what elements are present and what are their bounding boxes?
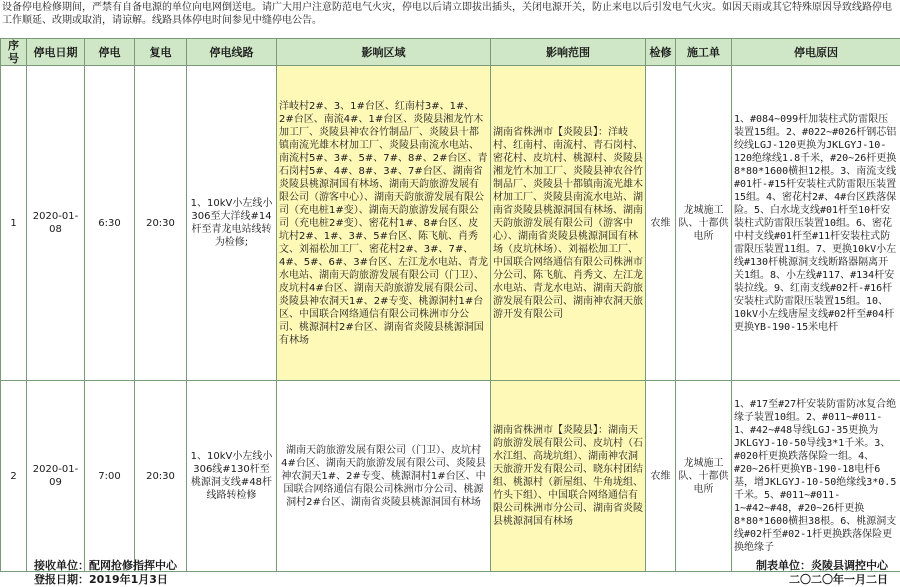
row-type: 农维 [646,66,676,381]
header-area: 影响区域 [277,39,491,66]
row-no: 2 [1,381,27,572]
row-area: 湖南天韵旅游发展有限公司（门卫）、皮坑村4#台区、湖南天韵旅游发展有限公司、炎陵县神农洞天1#、2#专变、桃源洞村1#台区、中国联合网络通信有限公司株洲市分公司、桃源洞村2#台区、湖南省炎陵县桃源洞国有林场 [277,381,491,572]
row-area: 洋岐村2#、3、1#台区、红南村3#、1#、2#台区、南流4#、1#台区、炎陵县湘龙竹木加工厂、炎陵县神农谷竹制品厂、炎陵县十都镇南流光雄木材加工厂、炎陵县南流水电站、南流村5#、3#、5#、7#、8#、2#台区、青石岗村5#、4#、8#、3#、7#台区、湖南省炎陵县桃源洞国有林场、湖南天韵旅游发展有限公司（游客中心）、湖南天韵旅游发展有限公司（充电桩1#变）、湖南天韵旅游发展有限公司（充电桩2#变）、密花村1#、8#台区、皮坑村2#、1#、3#、5#台区、陈飞航、肖秀文、刘福松加工厂、密花村2#、3#、7#、4#、5#、6#、3#台区、左江龙水电站、青龙水电站、湖南天韵旅游发展有限公司（门卫）、皮坑村4#台区、湖南天韵旅游发展有限公司、炎陵县神农洞天1#、2#专变、桃源洞村1#台区、中国联合网络通信有限公司株洲市分公司、桃源洞村2#台区、湖南省炎陵县桃源洞国有林场 [277,66,491,381]
header-scope: 影响范围 [491,39,646,66]
row-off-time: 6:30 [85,66,135,381]
receiver-label: 接收单位： [34,559,89,572]
header-unit: 施工单 [676,39,732,66]
row-scope: 湖南省株洲市【炎陵县】：洋岐村、红南村、南流村、青石岗村、密花村、皮坑村、桃源村、炎陵县湘龙竹木加工厂、炎陵县神农谷竹制品厂、炎陵县十都镇南流光雄木材加工厂、炎陵县南流水电站、湖南省炎陵县桃源洞国有林场、湖南天韵旅游发展有限公司（游客中心）、湖南省炎陵县桃源洞国有林场（皮坑林场）、刘福松加工厂、中国联合网络通信有限公司株洲市分公司、陈飞航、肖秀文、左江龙水电站、青龙水电站、湖南天韵旅游发展有限公司、湖南神农洞天旅游开发有限公司 [491,66,646,381]
row-on-time: 20:30 [135,66,187,381]
header-type: 检修 [646,39,676,66]
maker-value: 炎陵县调控中心 [811,559,888,572]
table-row [1,66,900,381]
row-unit: 龙城施工队、十都供电所 [676,381,732,572]
row-date: 2020-01-08 [27,66,85,381]
row-on-time: 20:30 [135,381,187,572]
notice-text: 设备停电检修期间，严禁有自备电源的单位向电网倒送电。请广大用户注意防范电气火灾，停电以后请立即拔出插头，关闭电源开关，防止来电以后引发电气火灾。如因天雨或其它特殊原因导致线路停电工作顺延、改期或取消，请谅解。线路具体停电时间参见中缝停电公告。 [0,0,900,38]
footer [0,556,900,586]
row-no: 1 [1,66,27,381]
header-reason: 停电原因 [732,39,900,66]
header-no: 序号 [1,39,27,66]
row-line: 1、10kV小左线小306线#130杆至桃源洞支线#48杆线路转检修 [187,381,277,572]
register-label: 登报日期： [34,573,89,586]
made-date: 二〇二〇年一月二日 [789,571,888,587]
row-scope: 湖南省株洲市【炎陵县】：湖南天韵旅游发展有限公司、皮坑村（石水江组、高垅坑组）、湖南神农洞天旅游开发有限公司、晓东村团结组、桃源村（新屋组、牛角垅组、竹头下组）、中国联合网络通信有限公司株洲市分公司、湖南省炎陵县桃源洞国有林场 [491,381,646,572]
row-off-time: 7:00 [85,381,135,572]
row-reason: 1、#084~099杆加装柱式防雷限压装置15组。2、#022~#026杆钢芯铝绞线LGJ-120更换为JKLGYJ-10-120绝缘线1.8千米，#20~26杆更换8*80*1600横担12根。3、南流支线#01杆-#15杆安装柱式防雷限压装置15组。4、密花村2#、4#台区跌落保险。5、白水垅支线#01杆至10杆安装柱式防雷限压装置10组。6、密花中村支线#01杆至#11杆安装柱式防雷限压装置11组。7、更换10kV小左线#130杆桃源洞支线断路器隔离开关1组。8、小左线#117、#134杆安装拉线。9、红南支线#02杆-#16杆安装柱式防雷限压装置15组。10、10kV小左线唐屋支线#02杆至#04杆更换YB-190-15米电杆 [732,66,900,381]
maker-label: 制表单位： [756,559,811,572]
header-off: 停电 [85,39,135,66]
row-type: 农维 [646,381,676,572]
header-date: 停电日期 [27,39,85,66]
row-date: 2020-01-09 [27,381,85,572]
header-row [1,39,900,66]
header-line: 停电线路 [187,39,277,66]
table-row [1,381,900,572]
row-line: 1、10kV小左线小306至大洋线#14杆至青龙电站线转为检修; [187,66,277,381]
row-reason: 1、#17至#27杆安装防雷防冰复合绝缘子装置10组。2、#011~#011-1、#42~#48导线LGJ-35更换为JKLGYJ-10-50导线3*1千米。3、#020杆更换跌落保险一组。4、#20~26杆更换YB-190-18电杆6基，增JKLGYJ-10-50绝缘线3*0.5千米。5、#011~#011-1~#42~#48，#20~26杆更换8*80*1600横担38根。6、桃源洞支线#02杆至#02-1杆更换跌落保险更换绝缘子 [732,381,900,572]
register-line [34,571,168,587]
outage-table [0,38,900,572]
row-unit: 龙城施工队、十都供电所 [676,66,732,381]
receiver-value: 配网抢修指挥中心 [89,559,177,572]
header-on: 复电 [135,39,187,66]
register-value: 2019年1月3日 [89,573,168,586]
